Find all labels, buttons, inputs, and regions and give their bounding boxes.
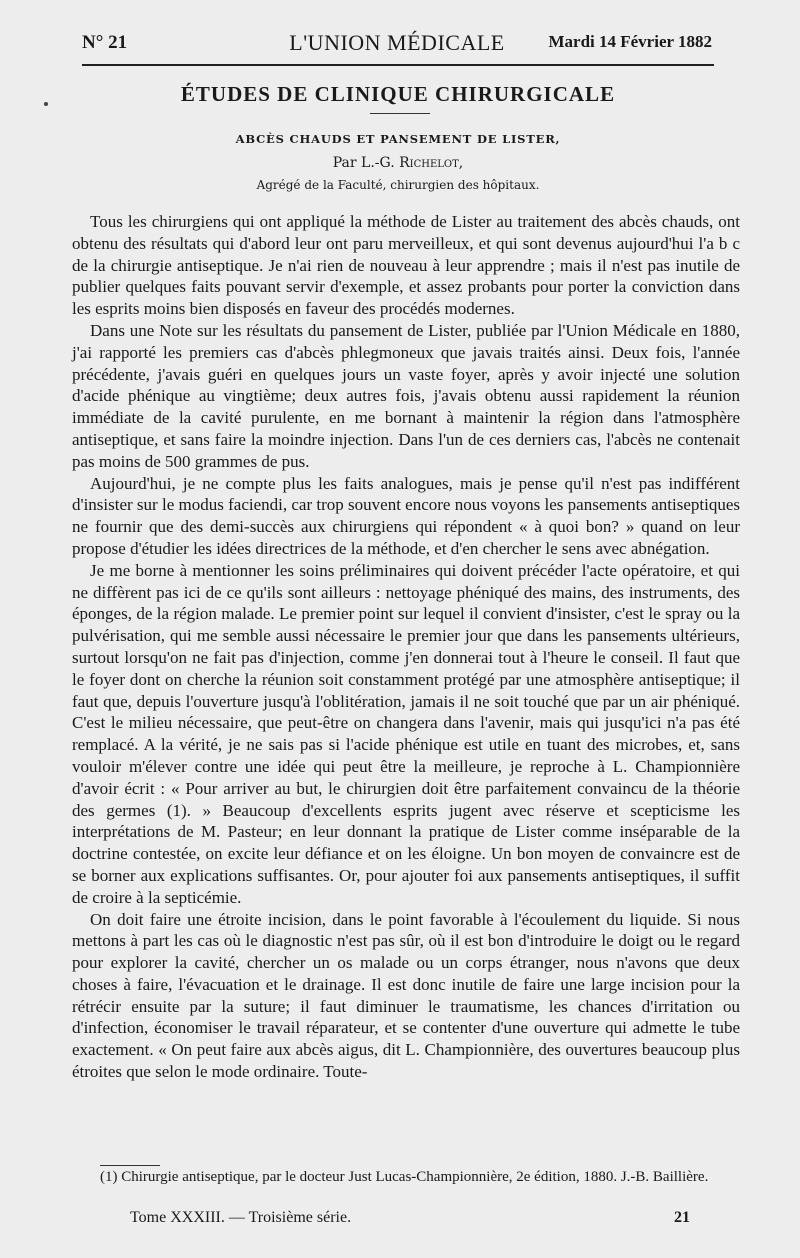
issue-date: Mardi 14 Février 1882: [548, 32, 712, 51]
article-title: ABCÈS CHAUDS ET PANSEMENT DE LISTER,: [235, 132, 561, 146]
paragraph: Tous les chirurgiens qui ont appliqué la méthode de Lister au traitement des abcès chauds, ont obtenu des résultats qui d'abord leur ont paru merveilleux, et qui sont devenus aujourd'hui l'a b c de la chirurgie antiseptique. Je n'ai rien de nouveau à leur apprendre ; mais il n'est pas inutile de publier quelques faits pouvant servir d'exemple, et assez probants pour porter la conviction dans les esprits moins bien disposés en faveur des procédés modernes.: [72, 212, 740, 319]
header-rule: [82, 64, 714, 66]
volume-label: Tome XXXIII. — Troisième série.: [130, 1209, 352, 1226]
footnote: (1) Chirurgie antiseptique, par le docteur Just Lucas-Championnière, 2e édition, 1880. J.-B. Baillière.: [100, 1169, 709, 1185]
author-name: L.-G. Richelot,: [361, 155, 464, 171]
running-header: [82, 30, 712, 60]
title-separator: [370, 113, 430, 114]
byline: [82, 155, 714, 171]
paragraph: Aujourd'hui, je ne compte plus les faits analogues, mais je pense qu'il n'est pas indifférent d'insister sur le modus faciendi, car trop souvent encore nous voyons les pansements antiseptiques ne fournir que des demi-succès aux chirurgiens qui répondent « à quoi bon? » quand on leur propose d'étudier les idées directrices de la méthode, et d'en chercher le sens avec abnégation.: [72, 473, 740, 558]
paragraph: Je me borne à mentionner les soins préliminaires qui doivent précéder l'acte opératoire, et qui ne diffèrent pas ici de ce qu'ils sont ailleurs : nettoyage phéniqué des mains, des instruments, des éponges, de la région malade. Le premier point sur lequel il convient d'insister, c'est le spray ou la pulvérisation, qui me semble aussi nécessaire le premier jour que dans les pansements ultérieurs, surtout lorsqu'on ne fait pas d'injection, comme j'en donnerai tout à l'heure le conseil. Il faut que le foyer dont on cherche la réunion soit constamment protégé par une atmosphère antiseptique; il faut que, depuis l'ouverture jusqu'à l'oblitération, jamais il ne soit touché que par un air phéniqué. C'est le milieu nécessaire, que peut-être on changera dans l'avenir, mais qui jusqu'ici n'a pas été remplacé. A la vérité, je ne sais pas si l'acide phénique est utile en tuant des microbes, et, sans vouloir m'élever contre une idée qui peut être la meilleure, je reproche à L. Championnière d'avoir écrit : « Pour arriver au but, le chirurgien doit être parfaitement convaincu de la théorie des germes (1). » Beaucoup d'excellents esprits jugent avec réserve et scepticisme les interprétations de M. Pasteur; en leur donnant la pratique de Lister comme inséparable de la doctrine contestée, on excite leur défiance et on les éloigne. Un bon moyen de convaincre est de se borner aux explications suffisantes. Or, pour ajouter foi aux pansements antiseptiques, il suffit de croire à la septicémie.: [72, 560, 740, 907]
page-number: 21: [674, 1209, 690, 1226]
author-affiliation: Agrégé de la Faculté, chirurgien des hôpitaux.: [256, 178, 540, 192]
paragraph: On doit faire une étroite incision, dans le point favorable à l'écoulement du liquide. Si nous mettons à part les cas où le diagnostic n'est pas sûr, où il est bon d'introduire le doigt ou le regard pour explorer la cavité, chercher un os malade ou un corps étranger, nous n'avons que deux choses à faire, l'évacuation et le drainage. Il est donc inutile de faire une large incision pour la rétrécir ensuite par la suture; il faut diminuer le traumatisme, les chances d'irritation ou d'infection, économiser le travail réparateur, et se contenter d'une ouverture qui admette le tube exactement. « On peut faire aux abcès aigus, dit L. Championnière, des ouvertures beaucoup plus étroites que selon le mode ordinaire. Toute-: [72, 909, 740, 1082]
paragraph: Dans une Note sur les résultats du pansement de Lister, publiée par l'Union Médicale en 1880, j'ai rapporté les premiers cas d'abcès phlegmoneux que javais traités ainsi. Deux fois, l'année précédente, j'avais guéri en quelques jours un vaste foyer, après y avoir injecté une solution d'acide phénique au vingtième; deux autres fois, j'avais obtenu aussi rapidement la réunion immédiate de la cavité purulente, en me bornant à maintenir la région dans l'atmosphère antiseptique, et sans faire la moindre injection. Dans l'un de ces derniers cas, l'abcès ne contenait pas moins de 500 grammes de pus.: [72, 320, 740, 471]
section-title: ÉTUDES DE CLINIQUE CHIRURGICALE: [180, 82, 616, 106]
footnote-rule: [100, 1165, 160, 1166]
margin-dot: [44, 102, 48, 106]
byline-prefix: Par: [332, 155, 357, 171]
page-footer: [130, 1209, 690, 1231]
article-body: [72, 211, 740, 1083]
issue-number: N° 21: [82, 32, 128, 53]
journal-title: L'UNION MÉDICALE: [289, 30, 505, 55]
